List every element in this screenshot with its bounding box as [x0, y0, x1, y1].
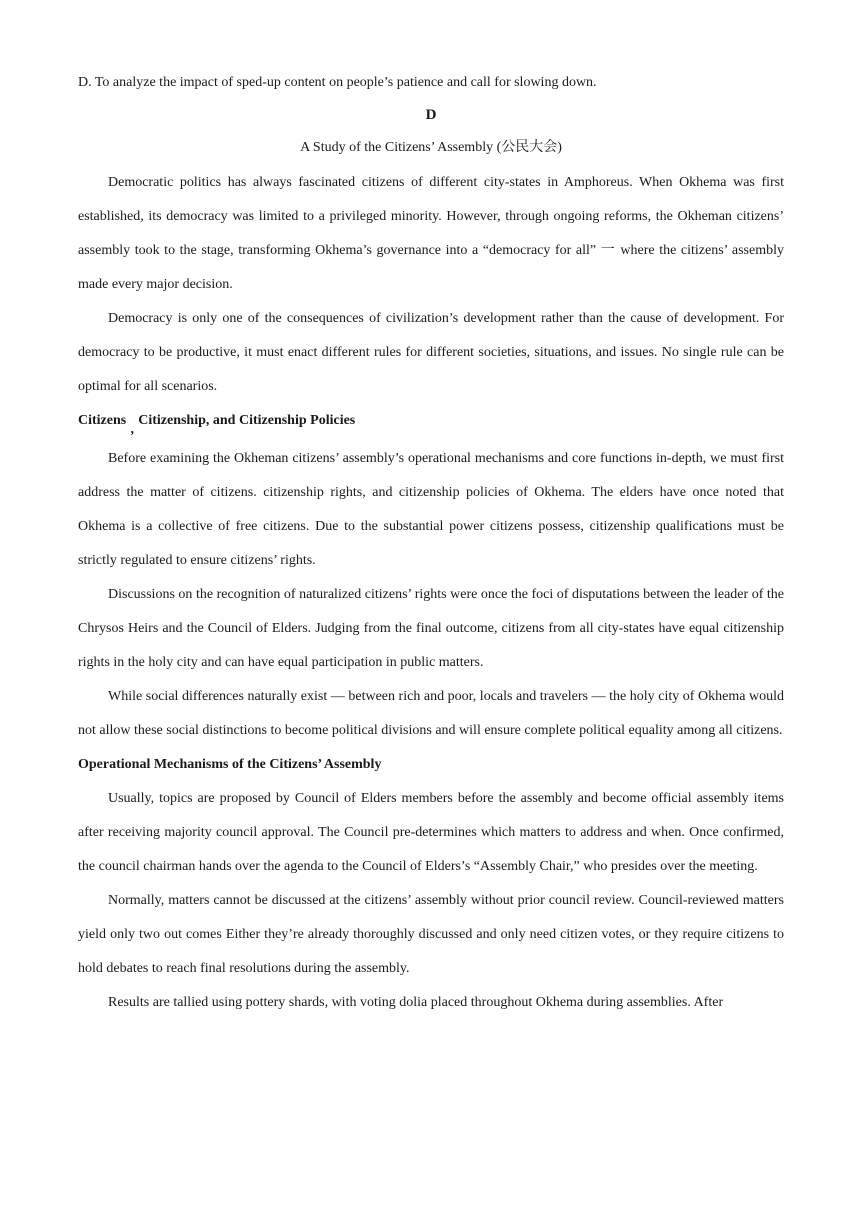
- operational-paragraph-2: Normally, matters cannot be discussed at the citizens’ assembly without prior council review. Council-reviewed matters yield only two out comes Either they’re already thoroughly discussed and only need citizen votes, or they require citizens to hold debates to reach final resolutions during the assembly.: [78, 893, 784, 976]
- section-heading-operational: Operational Mechanisms of the Citizens’ Assembly: [78, 757, 382, 772]
- answer-option-d: D. To analyze the impact of sped-up content on people’s patience and call for slowing down.: [78, 75, 597, 90]
- section-heading-comma: ,: [130, 422, 134, 437]
- section-heading-part1: Citizens: [78, 413, 127, 428]
- section-heading-citizens: [78, 404, 784, 442]
- passage-title: A Study of the Citizens’ Assembly (公民大会): [300, 140, 562, 155]
- section-letter: D: [425, 107, 437, 123]
- citizens-paragraph-2: Discussions on the recognition of naturalized citizens’ rights were once the foci of disputations between the leader of the Chrysos Heirs and the Council of Elders. Judging from the final outcome, citizens from all city-states have equal citizenship rights in the holy city and can have equal participation in public matters.: [78, 587, 784, 670]
- operational-paragraph-1: Usually, topics are proposed by Council of Elders members before the assembly and become official assembly items after receiving majority council approval. The Council pre-determines which matters to address and when. Once confirmed, the council chairman hands over the agenda to the Council of Elders’s “Assembly Chair,” who presides over the meeting.: [78, 791, 784, 874]
- operational-paragraph-3: Results are tallied using pottery shards, with voting dolia placed throughout Okhema during assemblies. After: [108, 995, 724, 1010]
- intro-paragraph-1: Democratic politics has always fascinated citizens of different city-states in Amphoreus. When Okhema was first established, its democracy was limited to a privileged minority. However, through ongoing reforms, the Okheman citizens’ assembly took to the stage, transforming Okhema’s governance into a “democracy for all” 一 where the citizens’ assembly made every major decision.: [78, 175, 784, 292]
- document-page: [78, 68, 784, 1020]
- intro-paragraph-2: Democracy is only one of the consequences of civilization’s development rather than the cause of development. For democracy to be productive, it must enact different rules for different societies, situations, and issues. No single rule can be optimal for all scenarios.: [78, 311, 784, 394]
- citizens-paragraph-3: While social differences naturally exist — between rich and poor, locals and travelers — the holy city of Okhema would not allow these social distinctions to become political divisions and will ensure complete political equality among all citizens.: [78, 689, 784, 738]
- section-heading-part2: Citizenship, and Citizenship Policies: [138, 413, 356, 428]
- citizens-paragraph-1: Before examining the Okheman citizens’ assembly’s operational mechanisms and core functions in-depth, we must first address the matter of citizens. citizenship rights, and citizenship policies of Okhema. The elders have once noted that Okhema is a collective of free citizens. Due to the substantial power citizens possess, citizenship qualifications must be strictly regulated to ensure citizens’ rights.: [78, 451, 784, 568]
